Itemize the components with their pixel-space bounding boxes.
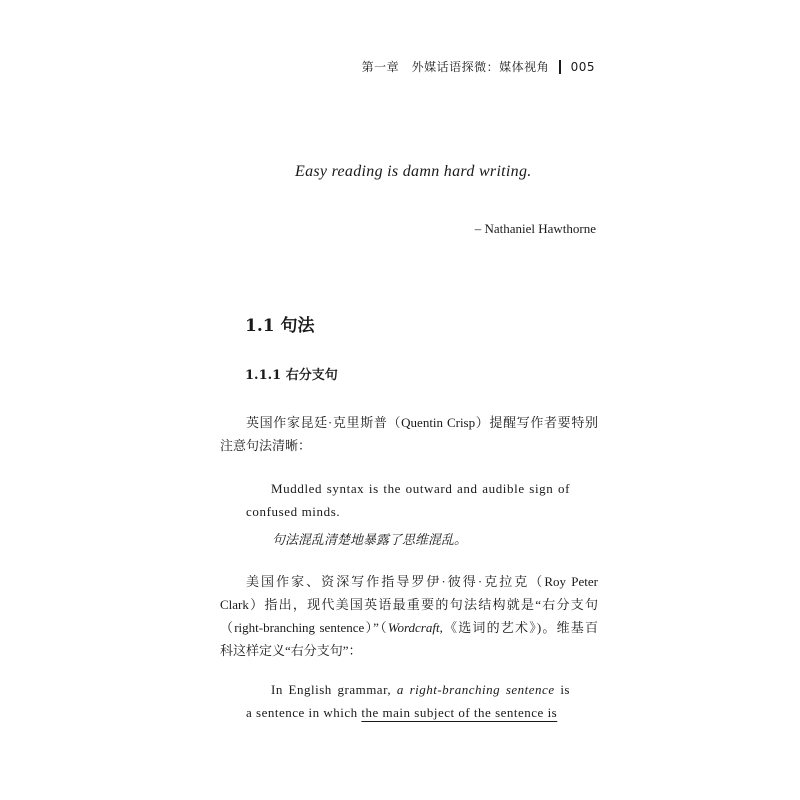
- header-separator: [559, 60, 561, 74]
- paragraph-2: [220, 570, 598, 662]
- paragraph-2-line-3-post: ,《选词的艺术》)。维基百: [439, 620, 598, 635]
- subsection-heading: 1.1.1 右分支句: [245, 368, 338, 383]
- paragraph-2-line-4: 科这样定义“右分支句”：: [220, 643, 362, 658]
- block-quote-1-line-1: Muddled syntax is the outward and audible sign of: [271, 481, 570, 496]
- paragraph-2-line-1: 美国作家、资深写作指导罗伊·彼得·克拉克（Roy Peter: [246, 574, 598, 589]
- paragraph-2-line-3-pre: （right-branching sentence）”（: [220, 620, 388, 635]
- term-right-branching-sentence: a right-branching sentence: [396, 682, 555, 697]
- epigraph-quote: Easy reading is damn hard writing.: [295, 163, 532, 180]
- page-number: 005: [570, 59, 595, 74]
- paragraph-1-line-1: 英国作家昆廷·克里斯普（Quentin Crisp）提醒写作者要特别: [246, 415, 598, 430]
- book-title-wordcraft: Wordcraft: [387, 620, 440, 635]
- paragraph-2-line-2: Clark）指出，现代美国英语最重要的句法结构就是“右分支句: [220, 597, 598, 612]
- section-heading: 1.1 句法: [245, 316, 315, 336]
- block-quote-1-translation: 句法混乱清楚地暴露了思维混乱。: [272, 532, 468, 547]
- block-quote-2-line-2-pre: a sentence in which: [246, 705, 362, 720]
- underlined-phrase: the main subject of the sentence is: [361, 705, 558, 720]
- paragraph-1: [220, 411, 598, 457]
- epigraph-attribution: – Nathaniel Hawthorne: [474, 221, 596, 236]
- block-quote-1-line-2: confused minds.: [246, 504, 341, 519]
- chapter-title: 第一章 外媒话语探微：媒体视角: [361, 60, 550, 74]
- block-quote-2-line-2: [246, 701, 570, 724]
- paragraph-2-line-3: [220, 616, 598, 639]
- running-header: [362, 58, 595, 75]
- block-quote-2-line-1: [246, 678, 570, 701]
- block-quote-2-line-1-post: is: [554, 682, 570, 697]
- block-quote-1: [246, 477, 570, 523]
- block-quote-2-line-1-pre: In English grammar,: [271, 682, 397, 697]
- paragraph-1-line-2: 注意句法清晰：: [220, 438, 312, 453]
- block-quote-2: [246, 678, 570, 724]
